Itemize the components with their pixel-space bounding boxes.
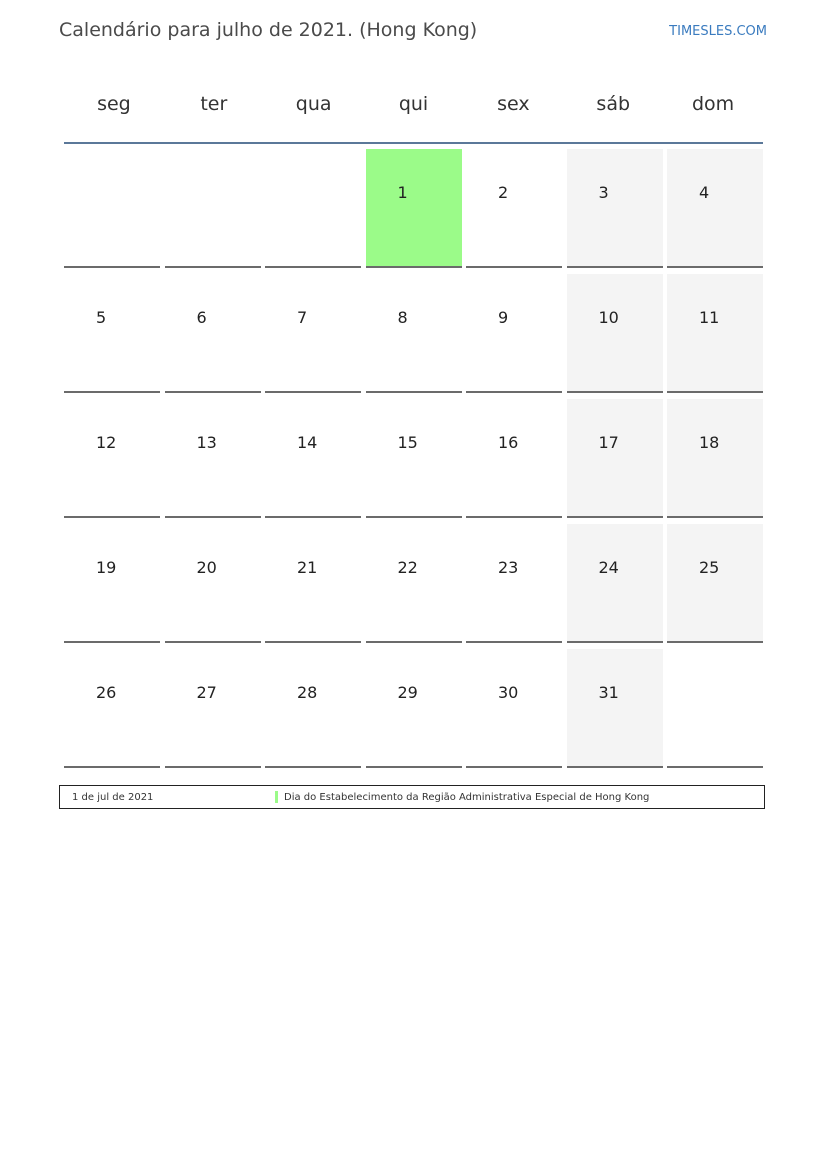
week-row [64, 398, 763, 523]
weekday-tue: ter [200, 93, 228, 115]
empty-day-cell [667, 649, 763, 768]
day-number: 2 [498, 183, 509, 202]
empty-day-cell [64, 149, 160, 268]
day-number: 22 [397, 558, 418, 577]
day-cell[interactable] [366, 649, 462, 768]
day-cell[interactable] [567, 399, 663, 518]
legend-date: 1 de jul de 2021 [72, 792, 154, 803]
day-number: 4 [699, 183, 710, 202]
day-number: 13 [196, 433, 217, 452]
day-cell[interactable] [366, 149, 462, 268]
day-cell[interactable] [165, 524, 261, 643]
week-row [64, 148, 763, 273]
day-cell[interactable] [667, 274, 763, 393]
day-cell[interactable] [366, 274, 462, 393]
day-number: 11 [699, 308, 720, 327]
day-cell[interactable] [567, 149, 663, 268]
day-cell[interactable] [466, 149, 562, 268]
weekday-header [64, 74, 763, 144]
day-cell[interactable] [567, 649, 663, 768]
weekday-sat: sáb [596, 93, 631, 115]
day-number: 7 [297, 308, 308, 327]
weekday-wed: qua [295, 93, 332, 115]
day-number: 10 [598, 308, 619, 327]
day-cell[interactable] [567, 524, 663, 643]
day-cell[interactable] [64, 524, 160, 643]
day-cell[interactable] [466, 274, 562, 393]
calendar-grid [64, 74, 763, 773]
weekday-thu: qui [398, 93, 429, 115]
day-number: 27 [196, 683, 217, 702]
day-cell[interactable] [265, 399, 361, 518]
day-cell[interactable] [366, 399, 462, 518]
day-number: 29 [397, 683, 418, 702]
day-number: 9 [498, 308, 509, 327]
day-cell[interactable] [466, 524, 562, 643]
weekday-fri: sex [497, 93, 530, 115]
holiday-legend [59, 785, 765, 809]
day-number: 1 [397, 183, 408, 202]
day-cell[interactable] [366, 524, 462, 643]
legend-color-swatch [275, 791, 278, 803]
day-cell[interactable] [265, 524, 361, 643]
day-number: 24 [598, 558, 619, 577]
day-cell[interactable] [466, 399, 562, 518]
day-cell[interactable] [165, 649, 261, 768]
day-number: 15 [397, 433, 418, 452]
weeks-container [64, 148, 763, 773]
day-cell[interactable] [466, 649, 562, 768]
day-number: 12 [96, 433, 117, 452]
day-cell[interactable] [64, 649, 160, 768]
day-cell[interactable] [165, 399, 261, 518]
day-number: 14 [297, 433, 318, 452]
day-number: 5 [96, 308, 107, 327]
day-cell[interactable] [265, 274, 361, 393]
day-number: 16 [498, 433, 519, 452]
day-cell[interactable] [667, 149, 763, 268]
legend-holiday-name: Dia do Estabelecimento da Região Administrativa Especial de Hong Kong [284, 792, 650, 803]
weekday-sun: dom [691, 93, 735, 115]
day-number: 26 [96, 683, 117, 702]
day-cell[interactable] [667, 399, 763, 518]
day-number: 21 [297, 558, 318, 577]
day-number: 30 [498, 683, 519, 702]
empty-day-cell [165, 149, 261, 268]
day-number: 31 [598, 683, 619, 702]
brand-link[interactable]: TIMESLES.COM [669, 24, 767, 39]
day-cell[interactable] [64, 399, 160, 518]
empty-day-cell [265, 149, 361, 268]
weekday-mon: seg [97, 93, 131, 115]
day-cell[interactable] [64, 274, 160, 393]
day-number: 17 [598, 433, 619, 452]
day-number: 28 [297, 683, 318, 702]
day-cell[interactable] [667, 524, 763, 643]
day-cell[interactable] [567, 274, 663, 393]
day-number: 6 [196, 308, 207, 327]
day-number: 18 [699, 433, 720, 452]
page-title: Calendário para julho de 2021. (Hong Kong) [59, 19, 478, 41]
day-number: 25 [699, 558, 720, 577]
week-row [64, 648, 763, 773]
day-cell[interactable] [165, 274, 261, 393]
day-number: 19 [96, 558, 117, 577]
day-number: 8 [397, 308, 408, 327]
week-row [64, 273, 763, 398]
day-cell[interactable] [265, 649, 361, 768]
day-number: 3 [598, 183, 609, 202]
day-number: 23 [498, 558, 519, 577]
day-number: 20 [196, 558, 217, 577]
week-row [64, 523, 763, 648]
